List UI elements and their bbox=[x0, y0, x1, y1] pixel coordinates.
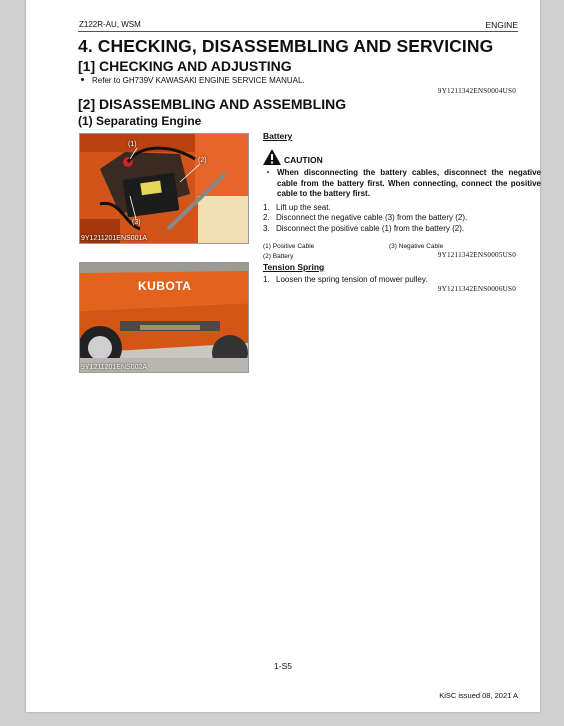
battery-title: Battery bbox=[263, 131, 293, 141]
header-section: ENGINE bbox=[485, 20, 518, 30]
list-item: 2. Disconnect the negative cable (3) from the battery (2). bbox=[263, 213, 468, 222]
legend-item: (1) Positive Cable bbox=[263, 243, 315, 250]
tension-spring-code: 9Y1211342ENS0006US0 bbox=[437, 285, 516, 293]
manual-page bbox=[26, 0, 540, 712]
header-model: Z122R-AU, WSM bbox=[79, 20, 141, 29]
tension-spring-title: Tension Spring bbox=[263, 262, 325, 272]
bullet-icon: • bbox=[267, 170, 270, 176]
callout-2: (2) bbox=[198, 157, 207, 164]
tension-spring-figure bbox=[79, 262, 249, 373]
list-item: 3. Disconnect the positive cable (1) from the battery (2). bbox=[263, 223, 465, 233]
page-title: 4. CHECKING, DISASSEMBLING AND SERVICING bbox=[78, 36, 494, 56]
disassembling-heading: [2] DISASSEMBLING AND ASSEMBLING bbox=[78, 96, 347, 112]
battery-code: 9Y1211342ENS0005US0 bbox=[437, 251, 516, 259]
issue-info: KiSC issued 08, 2021 A bbox=[439, 691, 518, 700]
battery-section bbox=[263, 131, 541, 262]
caution-label: CAUTION bbox=[284, 155, 323, 165]
checking-code: 9Y1211342ENS0004US0 bbox=[437, 87, 516, 95]
checking-note: Refer to GH739V KAWASAKI ENGINE SERVICE MANUAL. bbox=[81, 76, 305, 85]
legend-item: (3) Negative Cable bbox=[389, 243, 444, 250]
separating-engine-heading: (1) Separating Engine bbox=[78, 114, 202, 128]
header-rule bbox=[78, 31, 518, 32]
legend-item: (2) Battery bbox=[263, 253, 294, 260]
warning-triangle-icon bbox=[263, 149, 281, 165]
page-number: 1-S5 bbox=[274, 661, 292, 671]
battery-steps bbox=[263, 203, 541, 235]
tension-spring-steps bbox=[263, 275, 541, 286]
list-item: 1. Lift up the seat. bbox=[263, 202, 331, 212]
callout-3: (3) bbox=[132, 219, 141, 226]
list-item: 1. Loosen the spring tension of mower pulley. bbox=[263, 275, 428, 284]
kubota-logo: KUBOTA bbox=[138, 279, 192, 293]
battery-figure bbox=[79, 133, 249, 244]
caution-text: • When disconnecting the battery cables, disconnect the negative cable from the battery first. When connecting, connect the positive cable to the battery first. bbox=[267, 168, 541, 198]
callout-1: (1) bbox=[128, 141, 137, 148]
caution-header bbox=[263, 149, 541, 165]
checking-heading: [1] CHECKING AND ADJUSTING bbox=[78, 58, 292, 74]
battery-figure-label: 9Y1211201ENS001A bbox=[81, 235, 148, 242]
tension-spring-figure-label: 9Y1211201ENS002A bbox=[81, 364, 148, 371]
bullet-icon bbox=[81, 78, 84, 81]
tension-spring-section bbox=[263, 262, 541, 286]
